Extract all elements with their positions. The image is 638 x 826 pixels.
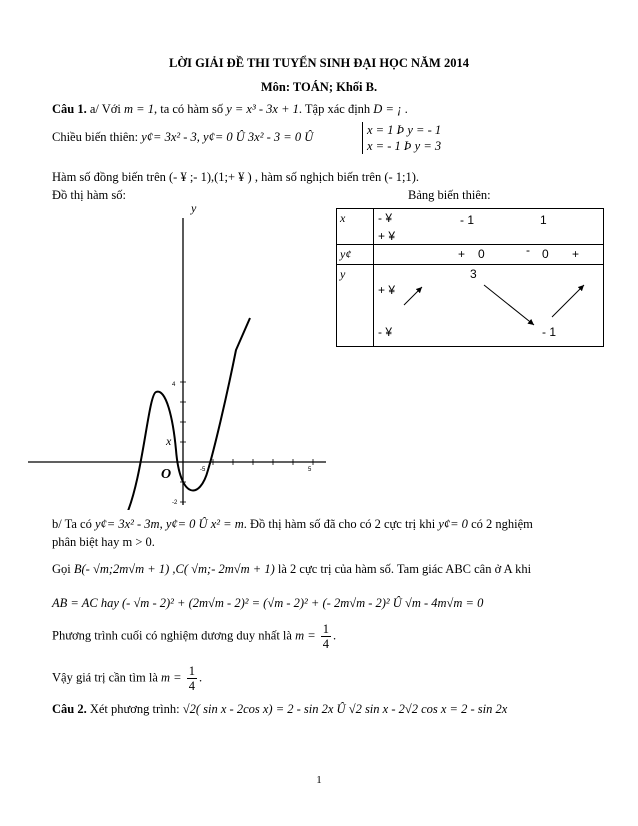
page-title: LỜI GIẢI ĐỀ THI TUYỂN SINH ĐẠI HỌC NĂM 2014 <box>169 56 469 70</box>
result-line: Phương trình cuối có nghiệm dương duy nhất là m = $\frac{1}{4}$ . <box>52 622 337 651</box>
variation-table <box>336 208 604 347</box>
cau1-label: Câu 1. <box>52 102 87 116</box>
arrow-up-2 <box>552 285 584 317</box>
page-subtitle: Môn: TOÁN; Khối B. <box>260 80 378 94</box>
derivative-formula: y¢= 3x² - 3, y¢= 0 Û 3x² - 3 = 0 Û <box>141 130 314 144</box>
case-x-neg1: x = - 1 Þ y = 3 <box>367 139 442 153</box>
table-row-x <box>337 209 604 245</box>
cau2-text: Xét phương trình: <box>89 702 180 716</box>
fraction-numerator-2: 1 <box>188 664 195 678</box>
table-label: Bảng biến thiên: <box>408 188 491 202</box>
part-b-intro: b/ Ta có <box>52 517 92 531</box>
tick-label-x-neg5: -5 <box>200 467 206 473</box>
function-formula: y = x³ - 3x + 1 <box>226 102 299 116</box>
table-yp-zero1: 0 <box>478 247 485 261</box>
table-row-y <box>337 265 604 347</box>
result-text: Phương trình cuối có nghiệm dương duy nhất là <box>52 628 292 643</box>
part-b-condition: . Đồ thị hàm số đã cho có 2 cực trị khi <box>243 517 436 531</box>
case-x-1: x = 1 Þ y = - 1 <box>367 123 442 137</box>
m-frac-prefix: m = <box>295 628 316 643</box>
axis-y-label: y <box>191 201 197 215</box>
cau2-line <box>52 702 507 717</box>
goi-text: là 2 cực trị của hàm số. Tam giác ABC cân ở A khi <box>277 562 532 576</box>
tick-label-y-neg2: -2 <box>172 500 178 506</box>
fraction-numerator: 1 <box>322 622 330 636</box>
table-yp-plus1: + <box>458 247 466 261</box>
tick-label-x5: 5 <box>308 467 312 473</box>
table-yp-plus2: + <box>572 247 580 261</box>
part-a-label: a/ Với <box>89 102 121 116</box>
m-frac-prefix-2: m = <box>161 670 182 685</box>
table-row-yprime <box>337 245 604 265</box>
conclusion-text: Vậy giá trị cần tìm là <box>52 670 158 685</box>
function-curve <box>125 318 250 510</box>
domain-text: . Tập xác định <box>298 102 371 116</box>
cau2-label: Câu 2. <box>52 702 87 716</box>
table-y-label: y <box>337 265 374 347</box>
tick-label-y4: 4 <box>172 382 176 388</box>
table-y-neg-inf: - ¥ <box>378 325 393 339</box>
table-x-1: 1 <box>540 213 547 227</box>
table-arrows <box>374 265 634 347</box>
table-x-neg1: - 1 <box>460 213 475 227</box>
goi-line <box>52 562 531 577</box>
fraction-denominator-2: 4 <box>188 679 195 693</box>
cau1-line1 <box>52 102 408 117</box>
conclusion-line: Vậy giá trị cần tìm là m = $\frac{1}{4}$ . <box>52 664 203 693</box>
axis-x-label: x <box>166 434 172 448</box>
table-x-neg-inf: - ¥ <box>378 211 393 225</box>
table-x-pos-inf: + ¥ <box>378 229 396 243</box>
function-graph <box>28 200 328 510</box>
arrow-down <box>484 285 534 325</box>
table-x-label: x <box>337 209 374 245</box>
ham-so-text: , ta có hàm số <box>153 102 224 116</box>
page-number: 1 <box>316 774 322 786</box>
part-b-yprime-zero: y¢= 0 <box>438 517 468 531</box>
monotone-text: Hàm số đồng biến trên (- ¥ ;- 1),(1;+ ¥ ) , hàm số nghịch biến trên (- 1;1). <box>52 170 420 184</box>
origin-label: O <box>161 467 172 482</box>
points-formula: B(- √m;2m√m + 1) ,C( √m;- 2m√m + 1) <box>73 562 275 576</box>
table-y-min: - 1 <box>542 325 557 339</box>
part-b-line2: phân biệt hay m > 0. <box>52 535 155 549</box>
table-y-max: 3 <box>470 267 477 281</box>
arrow-up-1 <box>404 287 422 305</box>
fraction-1-4 <box>321 622 331 651</box>
table-yp-zero2: 0 <box>542 247 549 261</box>
m-equals-1: m = 1 <box>124 102 154 116</box>
ab-ac-equation: AB = AC hay (- √m - 2)² + (2m√m - 2)² = (√m - 2)² + (- 2m√m - 2)² Û √m - 4m√m = 0 <box>52 596 484 610</box>
part-b-line1 <box>52 517 533 532</box>
graph-label: Đồ thị hàm số: <box>52 188 126 202</box>
derivative-cases <box>362 122 441 154</box>
part-b-derivative: y¢= 3x² - 3m, y¢= 0 Û x² = m <box>94 517 244 531</box>
fraction-denominator: 4 <box>322 637 330 651</box>
fraction-1-4-conclusion <box>187 664 197 693</box>
table-y-pos-inf: + ¥ <box>378 283 396 297</box>
table-yprime-label: y¢ <box>337 245 374 265</box>
part-b-nghiem: có 2 nghiệm <box>471 517 533 531</box>
domain-formula: D = ¡ . <box>373 102 409 116</box>
table-yp-minus: - <box>526 243 530 257</box>
chieu-label: Chiều biến thiên: <box>52 130 139 144</box>
chieu-bien-thien <box>52 130 313 145</box>
goi-label: Gọi <box>52 562 71 576</box>
cau2-equation: √2( sin x - 2cos x) = 2 - sin 2x Û √2 sin x - 2√2 cos x = 2 - sin 2x <box>182 702 508 716</box>
